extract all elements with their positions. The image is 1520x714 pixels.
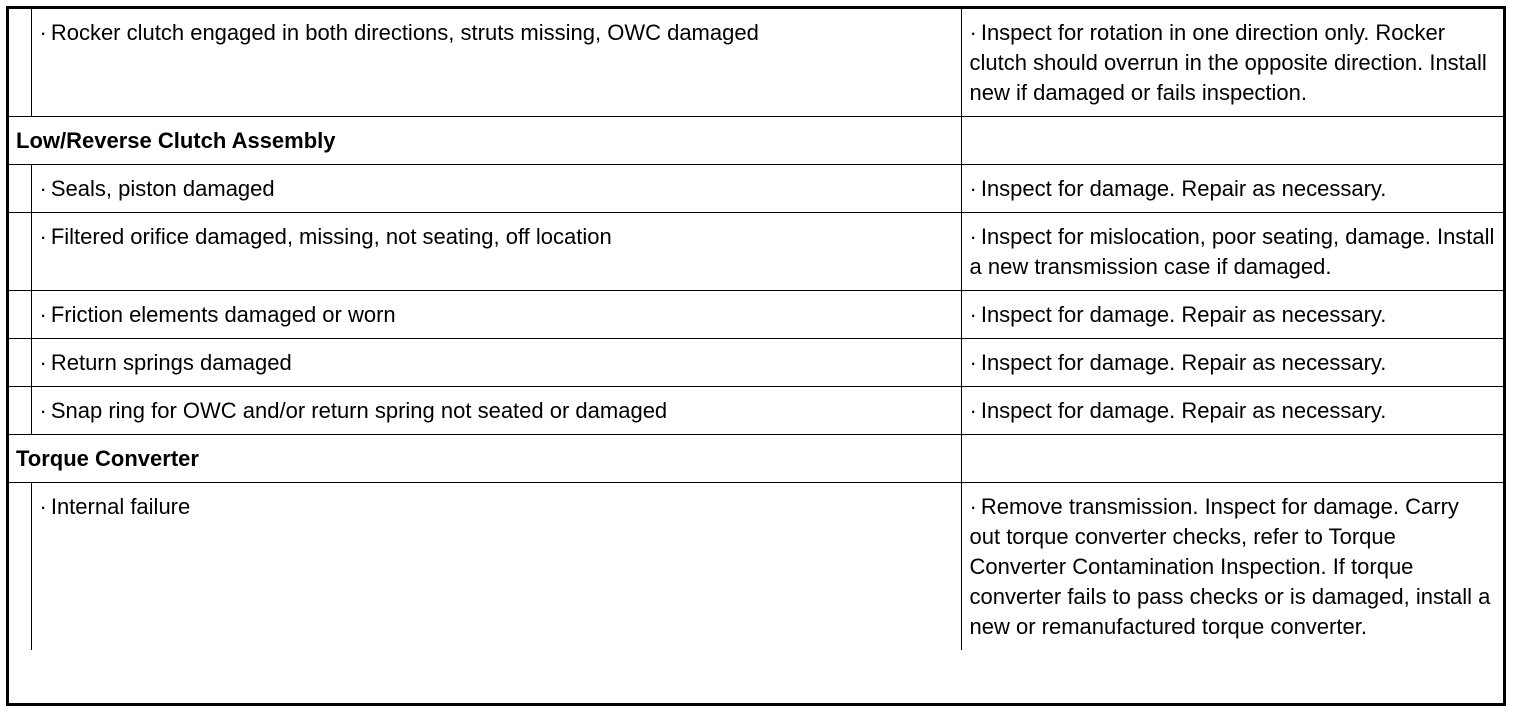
action-text: Inspect for damage. Repair as necessary. bbox=[980, 398, 1387, 423]
indent-cell bbox=[9, 339, 31, 387]
action-cell bbox=[961, 387, 1503, 435]
indent-cell bbox=[9, 165, 31, 213]
bullet: · bbox=[39, 302, 47, 327]
bullet: · bbox=[39, 176, 47, 201]
table-row bbox=[9, 165, 1503, 213]
indent-cell bbox=[9, 483, 31, 651]
table-row bbox=[9, 387, 1503, 435]
condition-text: Friction elements damaged or worn bbox=[50, 302, 396, 327]
table-row bbox=[9, 483, 1503, 651]
action-cell bbox=[961, 213, 1503, 291]
action-text: Inspect for rotation in one direction only. Rocker clutch should overrun in the opposite direction. Install new if damaged or fails inspection. bbox=[969, 20, 1487, 105]
diagnosis-table-frame bbox=[6, 6, 1506, 706]
bullet: · bbox=[969, 350, 977, 375]
condition-cell bbox=[31, 9, 961, 117]
section-row bbox=[9, 435, 1503, 483]
action-text: Inspect for damage. Repair as necessary. bbox=[980, 176, 1387, 201]
bullet: · bbox=[39, 350, 47, 375]
bullet: · bbox=[969, 224, 977, 249]
diagnosis-table bbox=[9, 9, 1503, 650]
indent-cell bbox=[9, 213, 31, 291]
bullet: · bbox=[39, 224, 47, 249]
section-action-cell bbox=[961, 435, 1503, 483]
bullet: · bbox=[39, 20, 47, 45]
table-row bbox=[9, 291, 1503, 339]
bullet: · bbox=[969, 20, 977, 45]
section-row bbox=[9, 117, 1503, 165]
condition-text: Filtered orifice damaged, missing, not seating, off location bbox=[50, 224, 612, 249]
action-text: Inspect for damage. Repair as necessary. bbox=[980, 350, 1387, 375]
bullet: · bbox=[969, 398, 977, 423]
condition-text: Internal failure bbox=[50, 494, 191, 519]
indent-cell bbox=[9, 387, 31, 435]
condition-cell bbox=[31, 291, 961, 339]
table-row bbox=[9, 213, 1503, 291]
action-cell bbox=[961, 339, 1503, 387]
section-title: Torque Converter bbox=[9, 435, 961, 483]
action-text: Inspect for mislocation, poor seating, damage. Install a new transmission case if damaged. bbox=[969, 224, 1495, 279]
condition-cell bbox=[31, 339, 961, 387]
table-row bbox=[9, 9, 1503, 117]
condition-text: Rocker clutch engaged in both directions, struts missing, OWC damaged bbox=[50, 20, 759, 45]
bullet: · bbox=[39, 398, 47, 423]
condition-text: Snap ring for OWC and/or return spring not seated or damaged bbox=[50, 398, 668, 423]
bullet: · bbox=[969, 494, 977, 519]
section-action-cell bbox=[961, 117, 1503, 165]
action-cell bbox=[961, 483, 1503, 651]
condition-cell bbox=[31, 165, 961, 213]
action-cell bbox=[961, 291, 1503, 339]
action-text: Inspect for damage. Repair as necessary. bbox=[980, 302, 1387, 327]
table-row bbox=[9, 339, 1503, 387]
bullet: · bbox=[39, 494, 47, 519]
condition-cell bbox=[31, 483, 961, 651]
action-text: Remove transmission. Inspect for damage. Carry out torque converter checks, refer to Torque Converter Contamination Inspection. If torque converter fails to pass checks or is damaged, install a new or remanufactured torque converter. bbox=[969, 494, 1491, 639]
condition-cell bbox=[31, 387, 961, 435]
indent-cell bbox=[9, 9, 31, 117]
bullet: · bbox=[969, 302, 977, 327]
indent-cell bbox=[9, 291, 31, 339]
action-cell bbox=[961, 165, 1503, 213]
condition-cell bbox=[31, 213, 961, 291]
action-cell bbox=[961, 9, 1503, 117]
section-title: Low/Reverse Clutch Assembly bbox=[9, 117, 961, 165]
condition-text: Return springs damaged bbox=[50, 350, 292, 375]
condition-text: Seals, piston damaged bbox=[50, 176, 275, 201]
bullet: · bbox=[969, 176, 977, 201]
